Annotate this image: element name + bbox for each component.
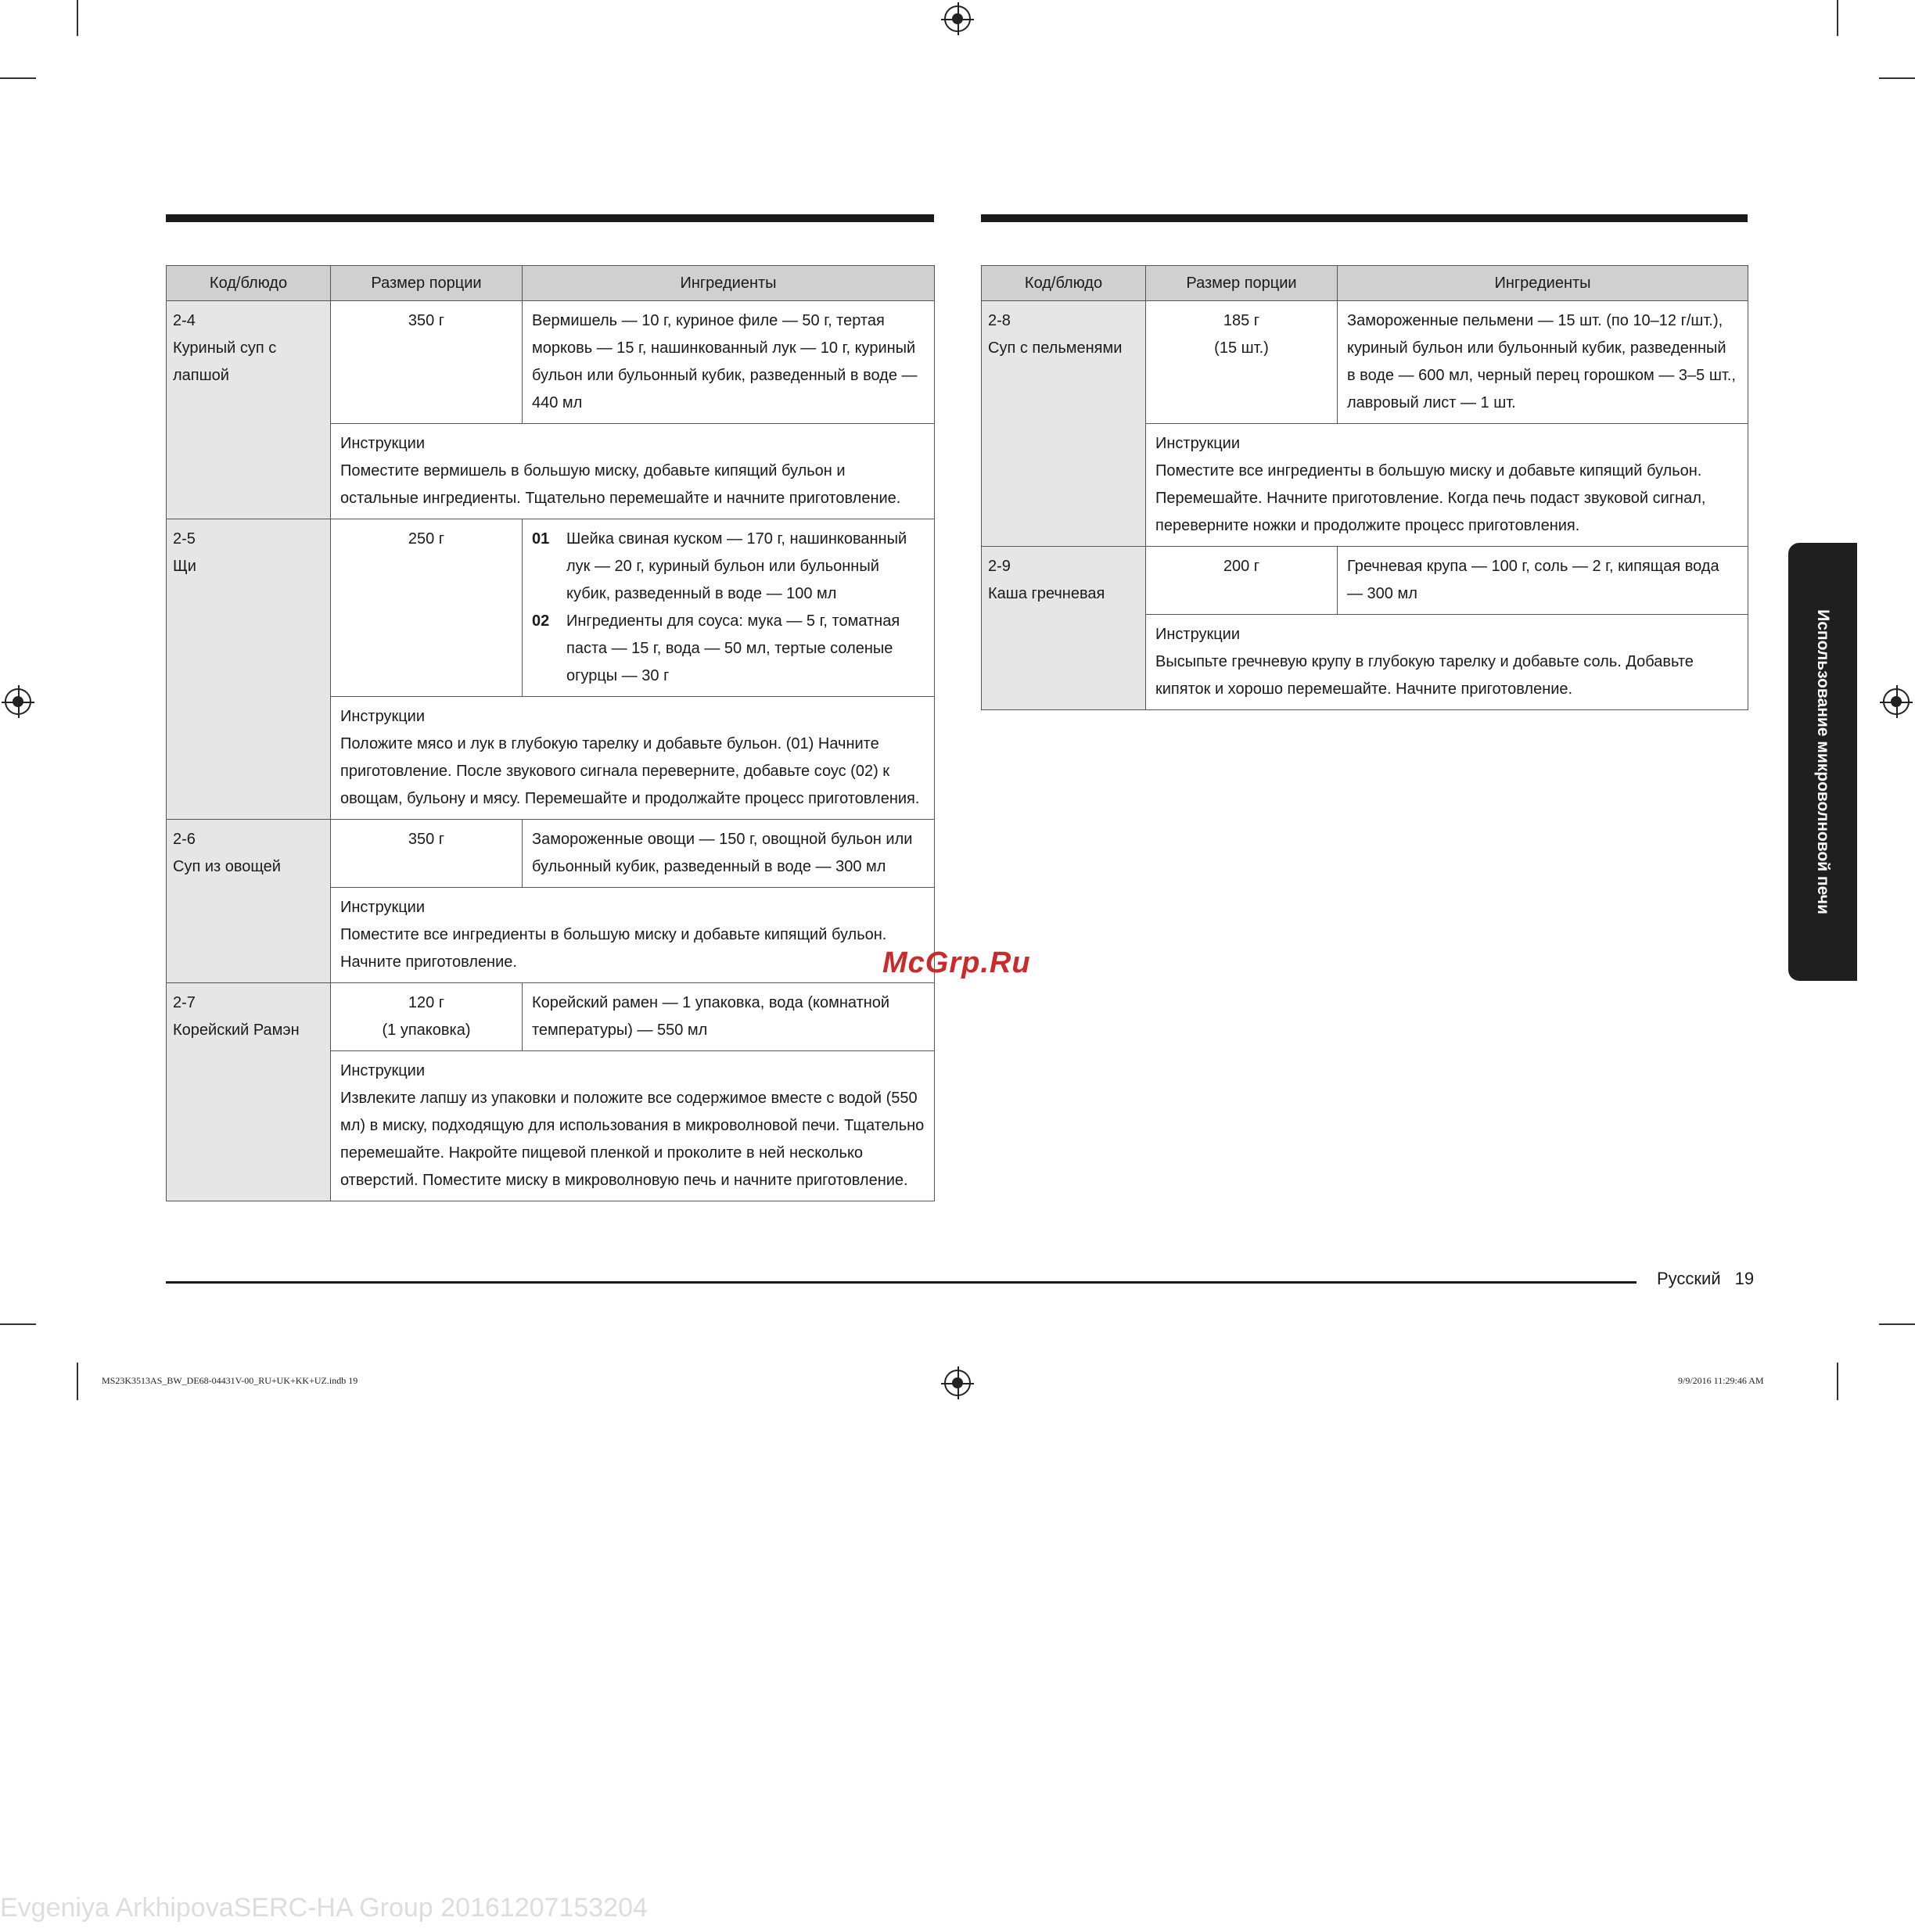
instructions-cell	[331, 424, 935, 519]
table-header-row	[167, 266, 935, 301]
portion-size: 185 г (15 шт.)	[1146, 301, 1338, 424]
footer-language: Русский	[1657, 1269, 1721, 1288]
ingredient-step	[532, 526, 925, 608]
instructions-text: Высыпьте гречневую крупу в глубокую тарелку и добавьте соль. Добавьте кипяток и хорошо перемешайте. Начните приготовление.	[1155, 653, 1694, 698]
bottom-stamp: Evgeniya ArkhipovaSERC-HA Group 20161207153204	[0, 1893, 648, 1923]
ingredients: Корейский рамен — 1 упаковка, вода (комнатной температуры) — 550 мл	[523, 983, 935, 1051]
dish-name: Щи	[173, 558, 196, 575]
column-header-portion: Размер порции	[1146, 266, 1338, 301]
print-slug-file: MS23K3513AS_BW_DE68-04431V-00_RU+UK+KK+UZ.indb 19	[102, 1375, 358, 1386]
section-rule-right	[981, 214, 1748, 222]
crop-mark	[0, 77, 36, 79]
dish-name: Суп с пельменями	[988, 339, 1123, 357]
page-footer	[1657, 1269, 1754, 1289]
registration-mark-icon	[944, 5, 971, 32]
dish-name: Каша гречневая	[988, 585, 1105, 602]
dish-code: 2-7	[173, 994, 196, 1011]
recipe-table-right	[981, 265, 1748, 710]
ingredients: Гречневая крупа — 100 г, соль — 2 г, кипящая вода — 300 мл	[1338, 547, 1748, 615]
column-header-code: Код/блюдо	[167, 266, 331, 301]
dish-name: Куриный суп с лапшой	[173, 339, 277, 384]
watermark-text: McGrp.Ru	[882, 946, 1031, 979]
dish-name: Корейский Рамэн	[173, 1022, 300, 1039]
instructions-cell	[331, 1051, 935, 1201]
instructions-heading: Инструкции	[1155, 435, 1241, 452]
portion-size: 200 г	[1146, 547, 1338, 615]
table-row	[982, 547, 1748, 615]
dish-code-cell	[167, 820, 331, 983]
step-text: Ингредиенты для соуса: мука — 5 г, томатная паста — 15 г, вода — 50 мл, тертые соленые огурцы — 30 г	[566, 612, 900, 684]
instructions-cell	[1146, 424, 1748, 547]
instructions-heading: Инструкции	[340, 899, 426, 916]
page-number: 19	[1734, 1269, 1755, 1288]
crop-mark	[1879, 77, 1915, 79]
crop-mark	[1879, 1323, 1915, 1325]
dish-code: 2-8	[988, 312, 1011, 329]
instructions-cell	[331, 888, 935, 983]
ingredients	[523, 519, 935, 697]
ingredients: Замороженные овощи — 150 г, овощной бульон или бульонный кубик, разведенный в воде — 300 мл	[523, 820, 935, 888]
section-side-tab	[1788, 543, 1857, 981]
instructions-text: Извлеките лапшу из упаковки и положите все содержимое вместе с водой (550 мл) в миску, подходящую для использования в микроволновой печи. Тщательно перемешайте. Накройте пищевой пленкой и проколите в ней несколько отверстий. Поместите миску в микроволновую печь и начните приготовление.	[340, 1090, 925, 1189]
table-row	[167, 983, 935, 1051]
instructions-cell	[1146, 615, 1748, 710]
crop-mark	[77, 0, 78, 36]
dish-code-cell	[167, 519, 331, 820]
instructions-heading: Инструкции	[340, 435, 426, 452]
dish-code-cell	[167, 301, 331, 519]
crop-mark	[1837, 0, 1838, 36]
instructions-heading: Инструкции	[340, 1062, 426, 1079]
instructions-heading: Инструкции	[1155, 626, 1241, 643]
table-row	[982, 301, 1748, 424]
dish-code-cell	[982, 547, 1146, 710]
crop-mark	[77, 1363, 78, 1400]
print-slug-datetime: 9/9/2016 11:29:46 AM	[1678, 1375, 1764, 1386]
ingredients: Замороженные пельмени — 15 шт. (по 10–12 г/шт.), куриный бульон или бульонный кубик, разведенный в воде — 600 мл, черный перец горошком — 3–5 шт., лавровый лист — 1 шт.	[1338, 301, 1748, 424]
ingredient-step	[532, 608, 925, 690]
dish-code-cell	[982, 301, 1146, 547]
column-header-ingredients: Ингредиенты	[1338, 266, 1748, 301]
dish-code: 2-6	[173, 831, 196, 848]
portion-size: 250 г	[331, 519, 523, 697]
column-header-ingredients: Ингредиенты	[523, 266, 935, 301]
crop-mark	[0, 1323, 36, 1325]
column-header-portion: Размер порции	[331, 266, 523, 301]
crop-mark	[1837, 1363, 1838, 1400]
instructions-cell	[331, 697, 935, 820]
portion-size: 350 г	[331, 301, 523, 424]
instructions-text: Положите мясо и лук в глубокую тарелку и добавьте бульон. (01) Начните приготовление. После звукового сигнала переверните, добавьте соус (02) к овощам, бульону и мясу. Перемешайте и продолжайте процесс приготовления.	[340, 735, 920, 807]
table-row	[167, 820, 935, 888]
dish-code-cell	[167, 983, 331, 1201]
table-row	[167, 519, 935, 697]
ingredients: Вермишель — 10 г, куриное филе — 50 г, тертая морковь — 15 г, нашинкованный лук — 10 г, куриный бульон или бульонный кубик, разведенный в воде — 440 мл	[523, 301, 935, 424]
instructions-text: Поместите все ингредиенты в большую миску и добавьте кипящий бульон. Перемешайте. Начните приготовление. Когда печь подаст звуковой сигнал, переверните ножки и продолжите процесс приготовления.	[1155, 462, 1706, 534]
column-header-code: Код/блюдо	[982, 266, 1146, 301]
step-number: 02	[532, 612, 550, 630]
dish-name: Суп из овощей	[173, 858, 281, 875]
step-number: 01	[532, 530, 550, 548]
step-text: Шейка свиная куском — 170 г, нашинкованный лук — 20 г, куриный бульон или бульонный кубик, разведенный в воде — 100 мл	[566, 530, 907, 602]
portion-size: 350 г	[331, 820, 523, 888]
dish-code: 2-4	[173, 312, 196, 329]
registration-mark-icon	[5, 688, 31, 715]
registration-mark-icon	[944, 1370, 971, 1396]
section-rule-left	[166, 214, 934, 222]
dish-code: 2-5	[173, 530, 196, 548]
registration-mark-icon	[1883, 688, 1910, 715]
instructions-text: Поместите все ингредиенты в большую миску и добавьте кипящий бульон. Начните приготовление.	[340, 926, 887, 971]
table-header-row	[982, 266, 1748, 301]
section-side-tab-label: Использование микроволновой печи	[1814, 609, 1832, 914]
instructions-text: Поместите вермишель в большую миску, добавьте кипящий бульон и остальные ингредиенты. Тщательно перемешайте и начните приготовление.	[340, 462, 901, 507]
footer-rule	[166, 1281, 1637, 1284]
instructions-heading: Инструкции	[340, 708, 426, 725]
dish-code: 2-9	[988, 558, 1011, 575]
portion-size: 120 г (1 упаковка)	[331, 983, 523, 1051]
recipe-table-left	[166, 265, 935, 1201]
table-row	[167, 301, 935, 424]
